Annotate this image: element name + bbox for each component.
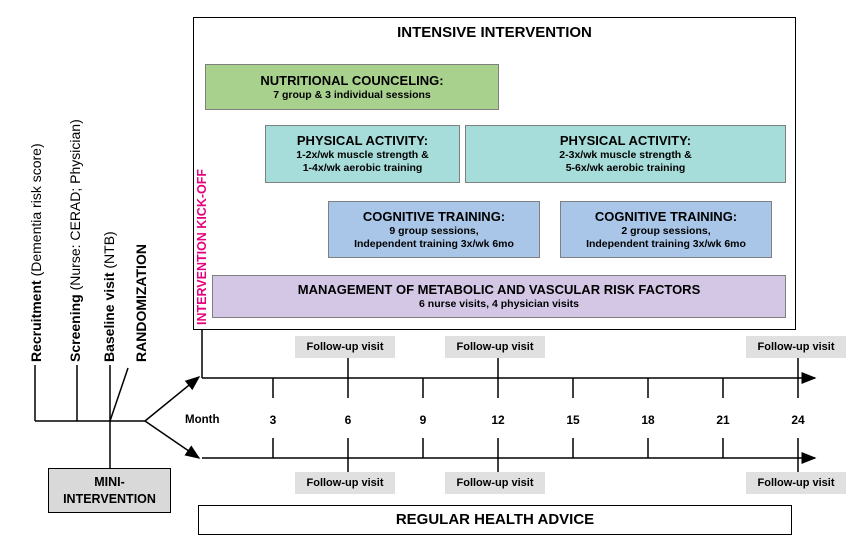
tick-6: 6 <box>344 413 352 427</box>
metabolic-title: MANAGEMENT OF METABOLIC AND VASCULAR RISK FACTORS <box>297 282 701 297</box>
tick-24: 24 <box>791 413 805 427</box>
nutrition-detail: 7 group & 3 individual sessions <box>273 88 431 101</box>
pa2-line1: 2-3x/wk muscle strength & <box>559 149 692 161</box>
mini-intervention-box <box>48 468 171 513</box>
tick-3: 3 <box>269 413 277 427</box>
pa2-line2: 5-6x/wk aerobic training <box>565 162 686 174</box>
ct1-title: COGNITIVE TRAINING: <box>362 208 506 224</box>
mini-line1: MINI- <box>94 475 125 489</box>
metabolic-vascular-box <box>212 275 786 318</box>
baseline-detail: (NTB) <box>101 231 117 273</box>
screening-detail: (Nurse: CERAD; Physician) <box>67 119 83 295</box>
nutrition-title: NUTRITIONAL COUNCELING: <box>260 72 444 88</box>
randomization-label <box>133 244 149 362</box>
month-label: Month <box>185 414 220 426</box>
followup-top-24: Follow-up visit <box>746 336 846 358</box>
followup-bottom-24: Follow-up visit <box>746 472 846 494</box>
physical-activity-box-1 <box>265 125 460 183</box>
screening-bold: Screening <box>67 294 83 362</box>
screening-label <box>67 119 83 362</box>
baseline-label <box>101 231 117 362</box>
tick-21: 21 <box>716 413 730 427</box>
ct1-line1: 9 group sessions, <box>389 224 479 237</box>
intervention-kickoff-label: INTERVENTION KICK-OFF <box>195 168 209 325</box>
followup-top-6: Follow-up visit <box>295 336 395 358</box>
ct2-line2: Independent training 3x/wk 6mo <box>586 237 746 250</box>
ct1-line2: Independent training 3x/wk 6mo <box>354 237 514 250</box>
pa1-title: PHYSICAL ACTIVITY: <box>296 133 429 148</box>
ct2-title: COGNITIVE TRAINING: <box>594 208 738 224</box>
cognitive-training-box-2 <box>560 201 772 258</box>
followup-bottom-6: Follow-up visit <box>295 472 395 494</box>
followup-top-12: Follow-up visit <box>445 336 545 358</box>
intensive-intervention-title: INTENSIVE INTERVENTION <box>397 24 592 41</box>
pa2-title: PHYSICAL ACTIVITY: <box>559 133 692 148</box>
recruitment-detail: (Dementia risk score) <box>28 143 44 281</box>
recruitment-label <box>28 143 44 362</box>
nutritional-counceling-box <box>205 64 499 110</box>
metabolic-detail: 6 nurse visits, 4 physician visits <box>419 298 579 310</box>
tick-18: 18 <box>641 413 655 427</box>
recruitment-bold: Recruitment <box>28 280 44 362</box>
mini-line2: INTERVENTION <box>63 492 156 506</box>
regular-health-advice-box: REGULAR HEALTH ADVICE <box>198 505 792 535</box>
tick-12: 12 <box>491 413 505 427</box>
physical-activity-box-2 <box>465 125 786 183</box>
baseline-bold: Baseline visit <box>101 272 117 362</box>
randomization-bold: RANDOMIZATION <box>133 244 149 362</box>
tick-9: 9 <box>419 413 427 427</box>
followup-bottom-12: Follow-up visit <box>445 472 545 494</box>
cognitive-training-box-1 <box>328 201 540 258</box>
tick-15: 15 <box>566 413 580 427</box>
pa1-line2: 1-4x/wk aerobic training <box>302 162 423 174</box>
pa1-line1: 1-2x/wk muscle strength & <box>296 149 429 161</box>
ct2-line1: 2 group sessions, <box>621 224 711 237</box>
